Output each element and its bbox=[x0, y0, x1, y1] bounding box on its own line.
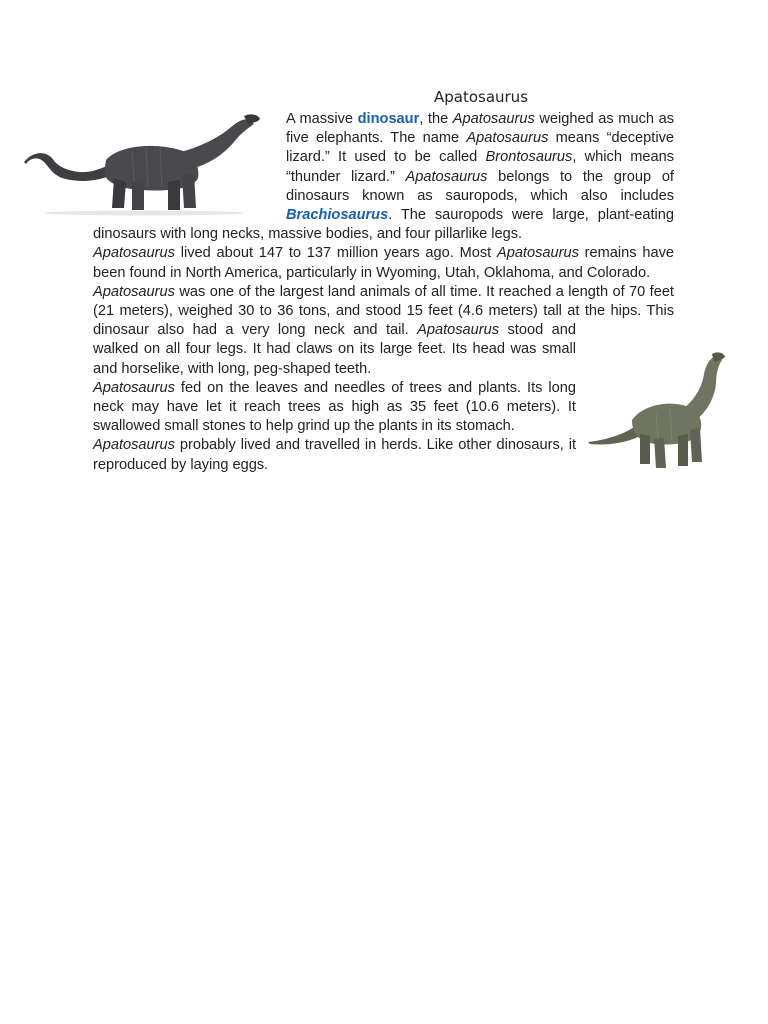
paragraph-3: Apatosaurus was one of the largest land animals of all time. It reached a length of 70 feet (21 meters), weighed 30 to 36 tons, and stood 15 feet (4.6 meters) tall at the hips. This dinosaur also had a very long neck and tail. Apatosaurus stood and walked on all four legs. It had claws on its large feet. Its head was small and horselike, with long, peg-shaped teeth. bbox=[93, 283, 674, 379]
dinosaur-link[interactable]: dinosaur bbox=[357, 111, 420, 127]
paragraph-2: Apatosaurus lived about 147 to 137 million years ago. Most Apatosaurus remains have been found in North America, particularly in Wyoming, Utah, Oklahoma, and Colorado. bbox=[93, 245, 674, 281]
paragraph-5: Apatosaurus probably lived and travelled in herds. Like other dinosaurs, it reproduced by laying eggs. bbox=[93, 437, 576, 473]
paragraph-4: Apatosaurus fed on the leaves and needles of trees and plants. Its long neck may have let it reach trees as high as 35 feet (10.6 meters). It swallowed small stones to help grind up the plants in its stomach. bbox=[93, 379, 576, 435]
paragraph-1: A massive dinosaur, the Apatosaurus weighed as much as five elephants. The name Apatosaurus means “deceptive lizard.” It used to be called Brontosaurus, which means “thunder lizard.” Apatosaurus belongs to the group of dinosaurs known as sauropods, which also includes Brachiosaurus. The sauropods were large, plant-eating dinosaurs with long necks, massive bodies, and four pillarlike legs. bbox=[93, 111, 674, 243]
page-title: Apatosaurus bbox=[433, 88, 529, 106]
image-wrap-space-right bbox=[576, 341, 674, 491]
article-body bbox=[93, 110, 674, 491]
brachiosaurus-link[interactable]: Brachiosaurus bbox=[286, 207, 389, 224]
image-wrap-space-left bbox=[93, 110, 286, 225]
